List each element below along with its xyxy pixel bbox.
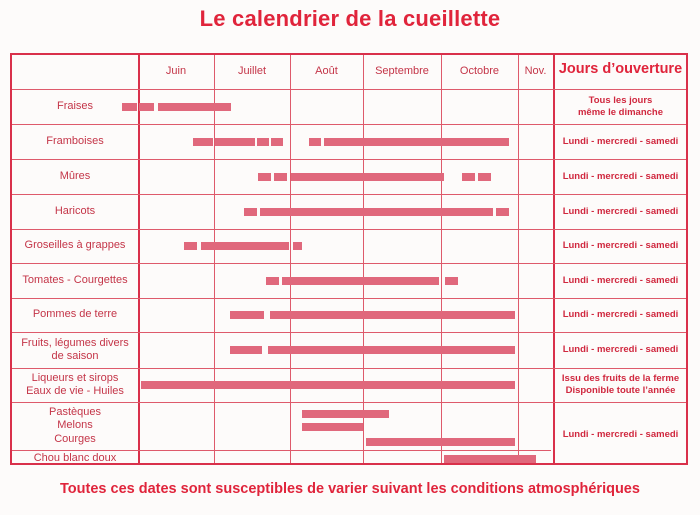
- opening-days-line: Lundi - mercredi - samedi: [562, 309, 679, 320]
- month-header: Octobre: [459, 65, 500, 77]
- opening-days-line: Lundi - mercredi - samedi: [562, 170, 679, 182]
- harvest-period-bar: [271, 138, 283, 146]
- crop-label: [12, 450, 138, 467]
- harvest-period-bar: [266, 277, 279, 285]
- crop-label-line: Pastèques: [49, 405, 101, 418]
- harvest-period-bar: [218, 103, 231, 111]
- month-header: Juillet: [237, 65, 267, 77]
- harvest-period-bar: [215, 138, 255, 146]
- footer-note: Toutes ces dates sont susceptibles de varier suivant les conditions atmosphériques: [60, 481, 640, 497]
- crop-label-line: Eaux de vie - Huiles: [26, 385, 124, 397]
- crop-label-line: Liqueurs et sirops: [31, 371, 119, 384]
- harvest-period-bar: [122, 103, 137, 111]
- harvest-period-bar: [244, 208, 257, 216]
- harvest-period-bar: [293, 242, 302, 250]
- harvest-period-bar: [309, 138, 321, 146]
- opening-days-cell: [553, 368, 688, 402]
- opening-days-header: Jours d’ouverture: [558, 61, 683, 77]
- harvest-calendar-table: [10, 53, 688, 465]
- opening-days-cell: [553, 332, 688, 368]
- harvest-period-bar: [302, 423, 363, 431]
- opening-days-cell: [553, 194, 688, 229]
- month-header: Août: [315, 65, 338, 77]
- harvest-period-bar: [158, 103, 224, 111]
- opening-days-line: même le dimanche: [577, 106, 663, 118]
- opening-days-cell: [553, 124, 688, 159]
- harvest-period-bar: [302, 410, 389, 418]
- harvest-period-bar: [230, 311, 264, 319]
- opening-days-line: Lundi - mercredi - samedi: [562, 135, 679, 147]
- crop-label: [12, 159, 138, 194]
- opening-days-line: Lundi - mercredi - samedi: [562, 240, 679, 251]
- crop-label-line: Pommes de terre: [32, 308, 118, 321]
- harvest-period-bar: [498, 138, 509, 146]
- crop-label-line: Melons: [57, 419, 93, 432]
- opening-days-line: Lundi - mercredi - samedi: [562, 344, 679, 355]
- harvest-period-bar: [478, 173, 491, 181]
- harvest-period-bar: [282, 277, 439, 285]
- crop-label-line: Tomates - Courgettes: [22, 273, 128, 286]
- harvest-period-bar: [324, 138, 506, 146]
- crop-label-line: Haricots: [54, 204, 96, 217]
- crop-label-line: de saison: [51, 350, 99, 362]
- crop-label: [12, 194, 138, 229]
- crop-label-line: Framboises: [46, 134, 104, 147]
- crop-label: [12, 368, 138, 402]
- harvest-period-bar: [268, 346, 515, 354]
- harvest-period-bar: [193, 138, 213, 146]
- opening-days-cell: [553, 402, 688, 467]
- crop-label: [12, 124, 138, 159]
- crop-label-line: Fruits, légumes divers: [21, 336, 129, 349]
- harvest-period-bar: [462, 173, 475, 181]
- crop-label: [12, 332, 138, 368]
- page-title: Le calendrier de la cueillette: [199, 6, 501, 31]
- crop-label: [12, 298, 138, 332]
- harvest-period-bar: [270, 311, 515, 319]
- harvest-period-bar: [445, 277, 458, 285]
- month-header: Septembre: [375, 65, 429, 77]
- harvest-period-bar: [366, 438, 515, 446]
- harvest-period-bar: [444, 455, 536, 463]
- opening-days-cell: [553, 298, 688, 332]
- opening-days-line: Lundi - mercredi - samedi: [562, 274, 679, 286]
- harvest-period-bar: [258, 173, 271, 181]
- crop-label-line: Chou blanc doux: [33, 451, 117, 464]
- crop-label: [12, 263, 138, 298]
- crop-label-line: Courges: [54, 432, 96, 445]
- harvest-period-bar: [257, 138, 269, 146]
- harvest-period-bar: [274, 173, 287, 181]
- opening-days-line: Lundi - mercredi - samedi: [562, 205, 679, 217]
- harvest-period-bar: [496, 208, 509, 216]
- opening-days-cell: [553, 263, 688, 298]
- crop-label: [12, 229, 138, 263]
- opening-days-cell: [553, 159, 688, 194]
- harvest-period-bar: [141, 381, 515, 389]
- crop-label: [12, 89, 138, 124]
- month-header: Juin: [165, 65, 187, 77]
- harvest-period-bar: [260, 208, 493, 216]
- harvest-period-bar: [184, 242, 197, 250]
- opening-days-line: Lundi - mercredi - samedi: [562, 428, 679, 440]
- opening-days-cell: [553, 89, 688, 124]
- harvest-period-bar: [291, 173, 444, 181]
- crop-label: [12, 402, 138, 450]
- harvest-period-bar: [139, 103, 154, 111]
- opening-days-cell: [553, 229, 688, 263]
- crop-label-line: Fraises: [56, 99, 94, 112]
- crop-label-line: Mûres: [59, 169, 91, 182]
- harvest-period-bar: [201, 242, 289, 250]
- opening-days-line: Tous les jours: [588, 94, 653, 106]
- opening-days-line: Disponible toute l’année: [565, 385, 676, 396]
- harvest-period-bar: [230, 346, 262, 354]
- crop-label-line: Groseilles à grappes: [24, 239, 126, 252]
- opening-days-line: Issu des fruits de la ferme: [561, 373, 680, 384]
- month-header: Nov.: [524, 65, 547, 77]
